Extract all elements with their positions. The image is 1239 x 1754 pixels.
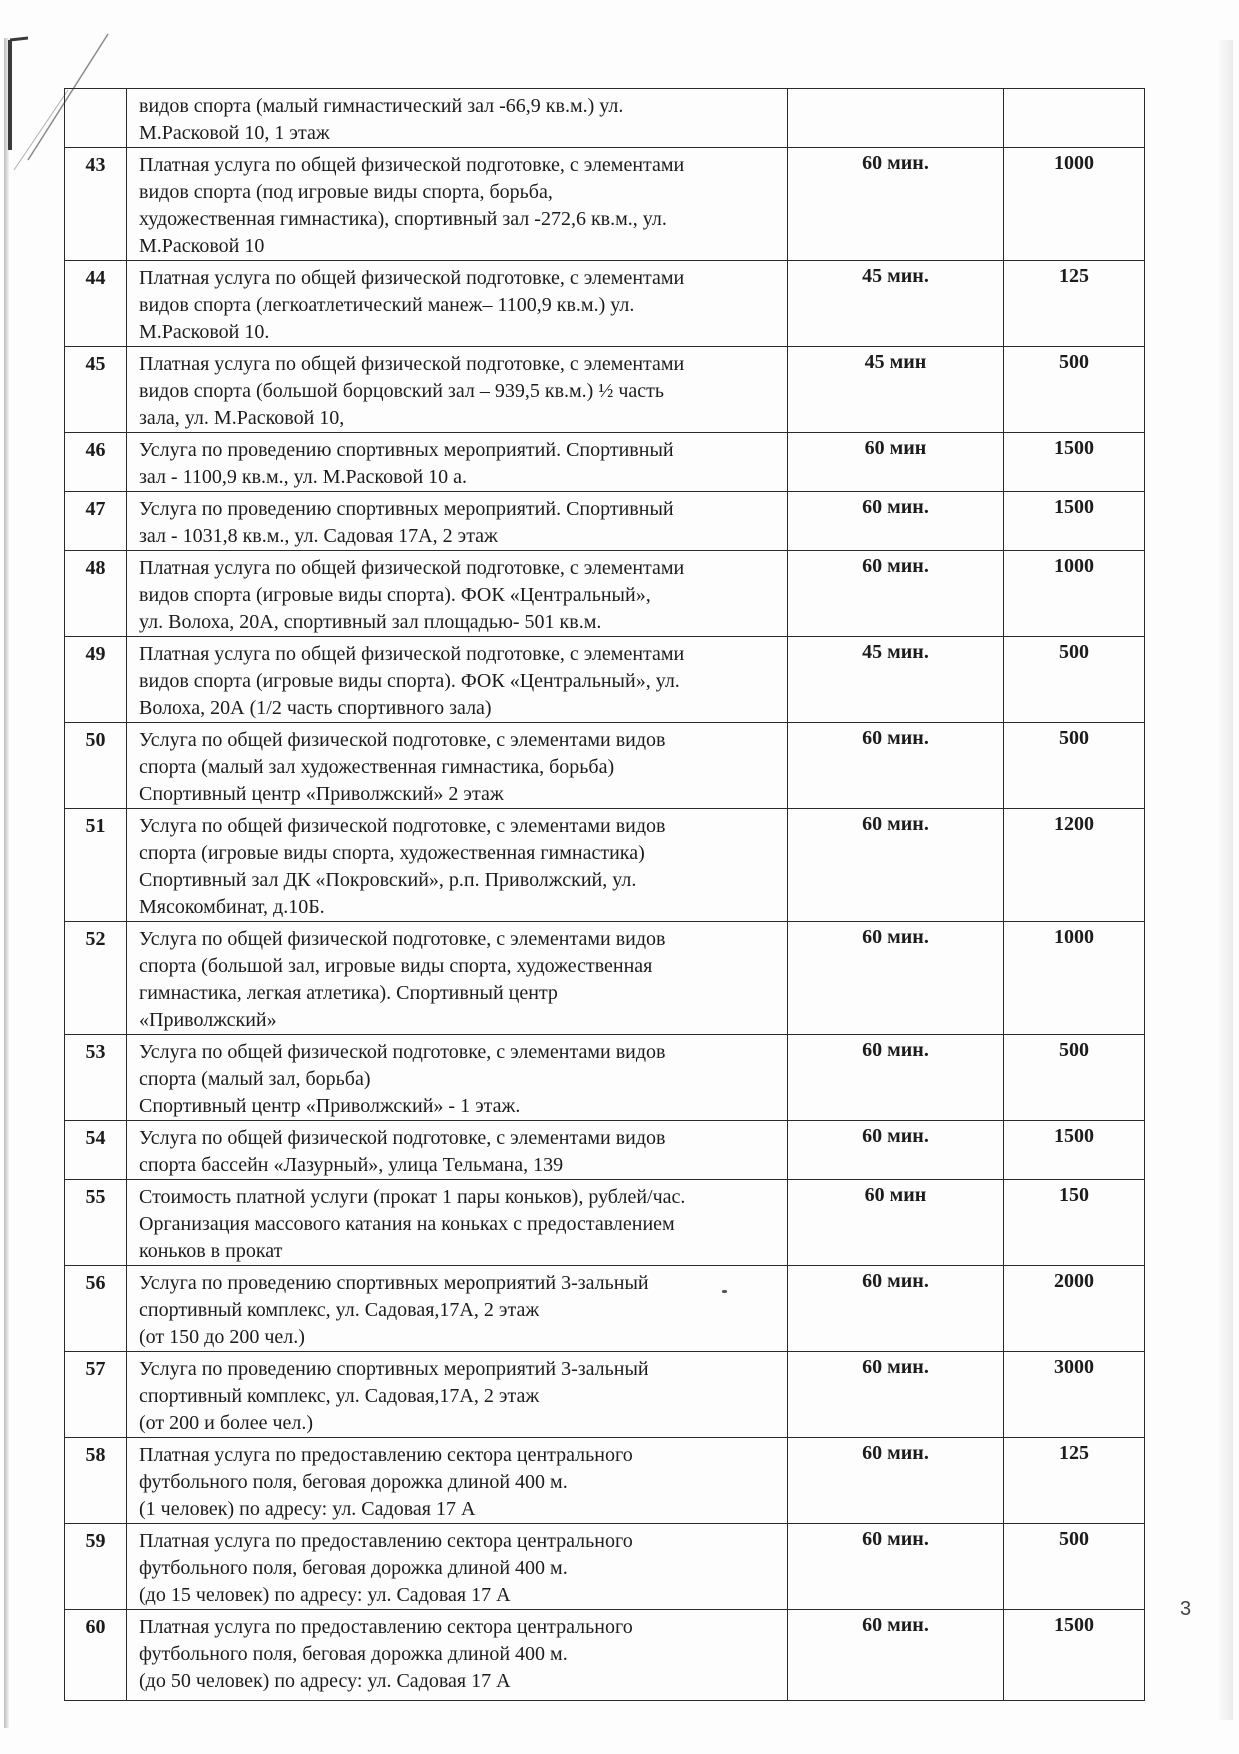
service-description-text: Услуга по общей физической подготовке, с элементами видов спорта (игровые виды спорта, художественная гимнастика) Спортивный зал ДК «Покровский», р.п. Приволжский, ул. Мясокомбинат, д.10Б.: [139, 815, 666, 918]
scan-edge-shadow: [4, 38, 9, 1728]
service-description-cell: [127, 1610, 788, 1701]
row-number-cell: 60: [65, 1610, 127, 1701]
service-description-text: Платная услуга по предоставлению сектора центрального футбольного поля, беговая дорожка длиной 400 м. (до 15 человек) по адресу: ул. Садовая 17 А: [139, 1530, 633, 1606]
service-description-text: Услуга по проведению спортивных мероприятий 3-зальный спортивный комплекс, ул. Садовая,17А, 2 этаж (от 150 до 200 чел.): [139, 1272, 649, 1348]
scan-speck: [722, 1290, 727, 1293]
duration-cell: 45 мин: [788, 347, 1004, 433]
table-row: [65, 433, 1145, 492]
row-number-cell: 47: [65, 492, 127, 551]
scan-edge-shadow-right: [1219, 40, 1233, 1720]
duration-cell: [788, 89, 1004, 148]
service-description-cell: [127, 1121, 788, 1180]
row-number-cell: [65, 89, 127, 148]
service-description-text: Услуга по общей физической подготовке, с элементами видов спорта (большой зал, игровые виды спорта, художественная гимнастика, легкая атлетика). Спортивный центр «Приволжский»: [139, 928, 666, 1031]
service-description-text: Стоимость платной услуги (прокат 1 пары коньков), рублей/час. Организация массового катания на коньках с предоставлением коньков в прокат: [139, 1186, 686, 1262]
price-cell: 1500: [1004, 433, 1145, 492]
service-description-text: Услуга по общей физической подготовке, с элементами видов спорта (малый зал художественная гимнастика, борьба) Спортивный центр «Приволжский» 2 этаж: [139, 729, 666, 805]
price-cell: 500: [1004, 347, 1145, 433]
table-row: [65, 1180, 1145, 1266]
row-number-cell: 52: [65, 922, 127, 1035]
row-number-cell: 59: [65, 1524, 127, 1610]
duration-cell: 60 мин.: [788, 1266, 1004, 1352]
price-cell: 500: [1004, 723, 1145, 809]
service-description-cell: [127, 347, 788, 433]
price-cell: [1004, 89, 1145, 148]
row-number-cell: 55: [65, 1180, 127, 1266]
price-cell: 125: [1004, 1438, 1145, 1524]
price-cell: 125: [1004, 261, 1145, 347]
duration-cell: 60 мин.: [788, 1438, 1004, 1524]
service-description-cell: [127, 809, 788, 922]
table-row: [65, 551, 1145, 637]
table-row: [65, 1035, 1145, 1121]
price-cell: 1000: [1004, 922, 1145, 1035]
table-row: [65, 723, 1145, 809]
duration-cell: 60 мин.: [788, 723, 1004, 809]
row-number-cell: 57: [65, 1352, 127, 1438]
service-description-text: Услуга по проведению спортивных мероприятий. Спортивный зал - 1031,8 кв.м., ул. Садовая 17А, 2 этаж: [139, 498, 674, 547]
price-cell: 1000: [1004, 148, 1145, 261]
service-description-text: Услуга по общей физической подготовке, с элементами видов спорта бассейн «Лазурный», улица Тельмана, 139: [139, 1127, 666, 1176]
duration-cell: 45 мин.: [788, 637, 1004, 723]
price-cell: 1500: [1004, 1121, 1145, 1180]
service-description-text: Услуга по проведению спортивных мероприятий. Спортивный зал - 1100,9 кв.м., ул. М.Расковой 10 а.: [139, 439, 674, 488]
row-number-cell: 50: [65, 723, 127, 809]
service-description-text: Платная услуга по предоставлению сектора центрального футбольного поля, беговая дорожка длиной 400 м. (до 50 человек) по адресу: ул. Садовая 17 А: [139, 1616, 633, 1692]
table-row: [65, 922, 1145, 1035]
price-cell: 1200: [1004, 809, 1145, 922]
duration-cell: 60 мин.: [788, 492, 1004, 551]
service-description-cell: [127, 148, 788, 261]
price-cell: 3000: [1004, 1352, 1145, 1438]
price-cell: 1500: [1004, 492, 1145, 551]
service-description-text: Платная услуга по общей физической подготовке, с элементами видов спорта (игровые виды спорта). ФОК «Центральный», ул. Волоха, 20А (1/2 часть спортивного зала): [139, 643, 685, 719]
table-row: [65, 1438, 1145, 1524]
table-row: [65, 1266, 1145, 1352]
row-number-cell: 49: [65, 637, 127, 723]
service-description-text: Услуга по проведению спортивных мероприятий 3-зальный спортивный комплекс, ул. Садовая,17А, 2 этаж (от 200 и более чел.): [139, 1358, 649, 1434]
service-description-cell: [127, 922, 788, 1035]
duration-cell: 60 мин.: [788, 1035, 1004, 1121]
service-description-text: Платная услуга по общей физической подготовке, с элементами видов спорта (большой борцовский зал – 939,5 кв.м.) ½ часть зала, ул. М.Расковой 10,: [139, 353, 685, 429]
row-number-cell: 54: [65, 1121, 127, 1180]
row-number-cell: 58: [65, 1438, 127, 1524]
service-description-text: Платная услуга по общей физической подготовке, с элементами видов спорта (игровые виды спорта). ФОК «Центральный», ул. Волоха, 20А, спортивный зал площадью- 501 кв.м.: [139, 557, 685, 633]
service-description-cell: [127, 1266, 788, 1352]
service-description-text: Платная услуга по предоставлению сектора центрального футбольного поля, беговая дорожка длиной 400 м. (1 человек) по адресу: ул. Садовая 17 А: [139, 1444, 633, 1520]
service-description-cell: [127, 1035, 788, 1121]
row-number-cell: 51: [65, 809, 127, 922]
table-row: [65, 148, 1145, 261]
table-row: [65, 1524, 1145, 1610]
price-cell: 1500: [1004, 1610, 1145, 1701]
duration-cell: 60 мин: [788, 1180, 1004, 1266]
price-cell: 2000: [1004, 1266, 1145, 1352]
table-row: [65, 1610, 1145, 1701]
table-row: [65, 1121, 1145, 1180]
duration-cell: 60 мин.: [788, 1524, 1004, 1610]
service-description-text: Платная услуга по общей физической подготовке, с элементами видов спорта (легкоатлетический манеж– 1100,9 кв.м.) ул. М.Расковой 10.: [139, 267, 685, 343]
service-description-cell: [127, 1352, 788, 1438]
duration-cell: 60 мин.: [788, 1352, 1004, 1438]
service-description-cell: [127, 261, 788, 347]
table-row: [65, 347, 1145, 433]
row-number-cell: 48: [65, 551, 127, 637]
service-description-text: Платная услуга по общей физической подготовке, с элементами видов спорта (под игровые виды спорта, борьба, художественная гимнастика), спортивный зал -272,6 кв.м., ул. М.Расковой 10: [139, 154, 685, 257]
service-description-text: Услуга по общей физической подготовке, с элементами видов спорта (малый зал, борьба) Спортивный центр «Приволжский» - 1 этаж.: [139, 1041, 666, 1117]
duration-cell: 60 мин.: [788, 922, 1004, 1035]
duration-cell: 60 мин.: [788, 809, 1004, 922]
service-description-cell: [127, 1180, 788, 1266]
table-row: [65, 89, 1145, 148]
table-row: [65, 261, 1145, 347]
duration-cell: 45 мин.: [788, 261, 1004, 347]
row-number-cell: 56: [65, 1266, 127, 1352]
row-number-cell: 43: [65, 148, 127, 261]
service-description-cell: [127, 89, 788, 148]
price-cell: 1000: [1004, 551, 1145, 637]
row-number-cell: 45: [65, 347, 127, 433]
service-description-text: видов спорта (малый гимнастический зал -66,9 кв.м.) ул. М.Расковой 10, 1 этаж: [139, 95, 624, 144]
services-price-table: [64, 88, 1145, 1701]
price-cell: 500: [1004, 1524, 1145, 1610]
table-row: [65, 637, 1145, 723]
table-row: [65, 809, 1145, 922]
service-description-cell: [127, 492, 788, 551]
price-cell: 500: [1004, 637, 1145, 723]
row-number-cell: 46: [65, 433, 127, 492]
service-description-cell: [127, 1524, 788, 1610]
duration-cell: 60 мин.: [788, 148, 1004, 261]
table-row: [65, 1352, 1145, 1438]
table-row: [65, 492, 1145, 551]
price-cell: 500: [1004, 1035, 1145, 1121]
duration-cell: 60 мин: [788, 433, 1004, 492]
row-number-cell: 53: [65, 1035, 127, 1121]
price-cell: 150: [1004, 1180, 1145, 1266]
service-description-cell: [127, 433, 788, 492]
duration-cell: 60 мин.: [788, 1121, 1004, 1180]
duration-cell: 60 мин.: [788, 1610, 1004, 1701]
service-description-cell: [127, 1438, 788, 1524]
service-description-cell: [127, 551, 788, 637]
duration-cell: 60 мин.: [788, 551, 1004, 637]
service-description-cell: [127, 723, 788, 809]
service-description-cell: [127, 637, 788, 723]
row-number-cell: 44: [65, 261, 127, 347]
page-number: 3: [1180, 1598, 1192, 1620]
